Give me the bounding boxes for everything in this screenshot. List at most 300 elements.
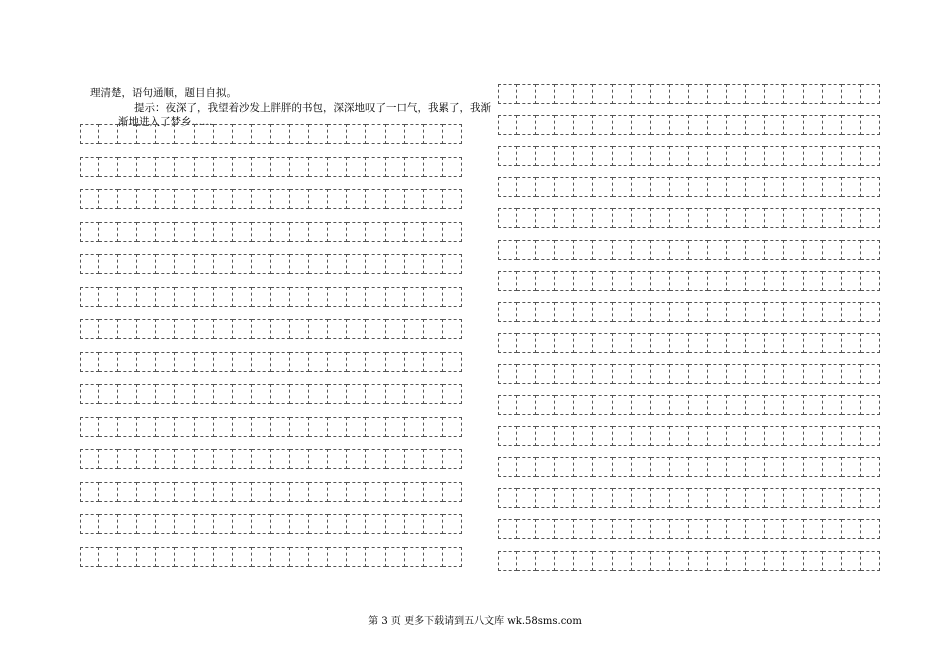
grid-cell [689, 177, 708, 197]
grid-cell [366, 319, 385, 339]
grid-cell [175, 254, 194, 274]
grid-cell [632, 333, 651, 353]
grid-cell [252, 352, 271, 372]
grid-cell [784, 177, 803, 197]
grid-cell [632, 426, 651, 446]
grid-cell [290, 189, 309, 209]
grid-cell [517, 208, 536, 228]
grid-cell [498, 364, 517, 384]
grid-cell [632, 84, 651, 104]
grid-cell [536, 364, 555, 384]
grid-cell [823, 333, 842, 353]
grid-cell [214, 254, 233, 274]
grid-cell [99, 157, 118, 177]
grid-cell [784, 364, 803, 384]
grid-cell [156, 287, 175, 307]
grid-cell [765, 488, 784, 508]
grid-cell [651, 426, 670, 446]
grid-cell [651, 519, 670, 539]
grid-cell [443, 124, 462, 144]
grid-cell [670, 146, 689, 166]
grid-row [498, 364, 880, 384]
grid-cell [498, 240, 517, 260]
grid-cell [424, 547, 443, 567]
grid-cell [214, 547, 233, 567]
grid-cell [80, 254, 99, 274]
grid-cell [328, 547, 347, 567]
grid-cell [99, 514, 118, 534]
grid-cell [613, 208, 632, 228]
grid-cell [386, 352, 405, 372]
grid-cell [498, 488, 517, 508]
grid-cell [574, 333, 593, 353]
grid-cell [651, 302, 670, 322]
grid-cell [689, 115, 708, 135]
grid-cell [233, 319, 252, 339]
grid-cell [424, 222, 443, 242]
grid-cell [386, 514, 405, 534]
grid-cell [765, 115, 784, 135]
grid-cell [613, 551, 632, 571]
grid-cell [784, 551, 803, 571]
grid-cell [175, 287, 194, 307]
grid-cell [443, 482, 462, 502]
grid-cell [689, 551, 708, 571]
hint-line: 提示：夜深了，我望着沙发上胖胖的书包，深深地叹了一口气，我累了，我渐 [134, 102, 491, 114]
grid-cell [290, 547, 309, 567]
grid-cell [784, 115, 803, 135]
grid-cell [784, 488, 803, 508]
grid-cell [309, 157, 328, 177]
grid-cell [175, 482, 194, 502]
grid-cell [651, 208, 670, 228]
grid-cell [517, 302, 536, 322]
grid-cell [214, 124, 233, 144]
grid-cell [536, 488, 555, 508]
grid-cell [80, 514, 99, 534]
grid-cell [80, 482, 99, 502]
grid-cell [632, 551, 651, 571]
grid-cell [765, 146, 784, 166]
grid-cell [309, 352, 328, 372]
grid-cell [118, 449, 137, 469]
grid-cell [195, 319, 214, 339]
grid-cell [347, 287, 366, 307]
grid-cell [137, 547, 156, 567]
grid-cell [823, 519, 842, 539]
grid-cell [823, 240, 842, 260]
grid-row [498, 551, 880, 571]
grid-cell [498, 395, 517, 415]
grid-cell [498, 84, 517, 104]
grid-cell [727, 395, 746, 415]
grid-cell [517, 84, 536, 104]
grid-cell [613, 271, 632, 291]
grid-cell [290, 254, 309, 274]
grid-cell [842, 177, 861, 197]
grid-cell [195, 384, 214, 404]
grid-cell [574, 271, 593, 291]
grid-cell [574, 115, 593, 135]
grid-cell [252, 417, 271, 437]
grid-cell [613, 146, 632, 166]
grid-row [80, 319, 462, 339]
grid-cell [233, 189, 252, 209]
grid-cell [861, 395, 880, 415]
grid-cell [309, 189, 328, 209]
grid-cell [175, 222, 194, 242]
instruction-line-1: 理清楚，语句通顺，题目自拟。 [90, 87, 237, 99]
grid-cell [651, 364, 670, 384]
grid-cell [137, 449, 156, 469]
grid-cell [443, 547, 462, 567]
grid-cell [347, 547, 366, 567]
grid-cell [99, 482, 118, 502]
grid-cell [574, 240, 593, 260]
grid-row [498, 271, 880, 291]
grid-row [498, 177, 880, 197]
grid-row [80, 417, 462, 437]
grid-cell [195, 514, 214, 534]
grid-cell [861, 208, 880, 228]
grid-cell [99, 319, 118, 339]
grid-cell [727, 426, 746, 446]
grid-cell [804, 426, 823, 446]
grid-cell [555, 240, 574, 260]
grid-cell [689, 84, 708, 104]
grid-cell [118, 157, 137, 177]
grid-cell [689, 457, 708, 477]
grid-cell [214, 319, 233, 339]
grid-cell [386, 222, 405, 242]
grid-cell [233, 417, 252, 437]
grid-cell [784, 240, 803, 260]
grid-cell [536, 271, 555, 291]
grid-cell [195, 547, 214, 567]
grid-cell [632, 302, 651, 322]
grid-cell [424, 384, 443, 404]
grid-cell [823, 177, 842, 197]
grid-cell [252, 287, 271, 307]
grid-cell [252, 254, 271, 274]
grid-cell [328, 157, 347, 177]
grid-cell [347, 254, 366, 274]
grid-cell [536, 146, 555, 166]
grid-cell [233, 514, 252, 534]
grid-cell [746, 271, 765, 291]
grid-cell [309, 547, 328, 567]
grid-cell [498, 302, 517, 322]
grid-cell [328, 319, 347, 339]
grid-cell [99, 384, 118, 404]
grid-cell [842, 302, 861, 322]
grid-cell [214, 417, 233, 437]
grid-cell [405, 254, 424, 274]
grid-cell [233, 222, 252, 242]
grid-cell [689, 302, 708, 322]
grid-cell [347, 222, 366, 242]
grid-cell [593, 208, 612, 228]
grid-cell [347, 449, 366, 469]
grid-cell [689, 488, 708, 508]
grid-cell [670, 302, 689, 322]
grid-cell [366, 352, 385, 372]
grid-cell [784, 395, 803, 415]
grid-cell [424, 319, 443, 339]
grid-cell [784, 302, 803, 322]
grid-cell [861, 271, 880, 291]
grid-cell [175, 189, 194, 209]
grid-cell [443, 189, 462, 209]
grid-cell [536, 519, 555, 539]
grid-cell [727, 177, 746, 197]
grid-cell [80, 189, 99, 209]
grid-cell [708, 271, 727, 291]
grid-cell [842, 395, 861, 415]
grid-cell [842, 364, 861, 384]
grid-row [80, 482, 462, 502]
grid-cell [651, 146, 670, 166]
grid-cell [290, 287, 309, 307]
grid-cell [405, 417, 424, 437]
grid-cell [842, 208, 861, 228]
grid-cell [309, 482, 328, 502]
grid-cell [593, 271, 612, 291]
grid-cell [405, 222, 424, 242]
grid-cell [574, 364, 593, 384]
grid-cell [574, 551, 593, 571]
grid-cell [555, 115, 574, 135]
grid-cell [536, 551, 555, 571]
grid-cell [498, 115, 517, 135]
grid-cell [804, 519, 823, 539]
grid-cell [536, 333, 555, 353]
grid-cell [405, 157, 424, 177]
grid-cell [290, 157, 309, 177]
grid-cell [137, 124, 156, 144]
grid-cell [613, 333, 632, 353]
grid-cell [233, 157, 252, 177]
grid-cell [252, 449, 271, 469]
grid-cell [593, 146, 612, 166]
grid-cell [804, 364, 823, 384]
grid-cell [727, 271, 746, 291]
grid-cell [137, 254, 156, 274]
grid-cell [118, 222, 137, 242]
grid-cell [443, 222, 462, 242]
grid-cell [746, 488, 765, 508]
grid-cell [498, 208, 517, 228]
grid-row [498, 333, 880, 353]
grid-row [498, 395, 880, 415]
grid-cell [555, 146, 574, 166]
grid-cell [670, 84, 689, 104]
grid-cell [651, 115, 670, 135]
grid-cell [99, 547, 118, 567]
grid-cell [156, 222, 175, 242]
grid-cell [405, 124, 424, 144]
grid-cell [784, 457, 803, 477]
grid-cell [328, 384, 347, 404]
grid-cell [823, 364, 842, 384]
grid-cell [823, 551, 842, 571]
grid-cell [574, 302, 593, 322]
grid-cell [175, 547, 194, 567]
grid-cell [593, 177, 612, 197]
grid-cell [80, 124, 99, 144]
grid-cell [861, 519, 880, 539]
grid-cell [366, 547, 385, 567]
grid-cell [765, 177, 784, 197]
grid-cell [708, 208, 727, 228]
grid-cell [536, 208, 555, 228]
grid-cell [328, 482, 347, 502]
grid-cell [651, 551, 670, 571]
grid-cell [366, 384, 385, 404]
grid-cell [861, 84, 880, 104]
grid-cell [443, 254, 462, 274]
grid-cell [290, 482, 309, 502]
grid-cell [555, 302, 574, 322]
grid-cell [708, 333, 727, 353]
grid-cell [271, 124, 290, 144]
grid-cell [727, 115, 746, 135]
grid-cell [842, 333, 861, 353]
grid-cell [99, 449, 118, 469]
grid-cell [252, 547, 271, 567]
grid-cell [118, 514, 137, 534]
grid-cell [670, 240, 689, 260]
grid-row [498, 146, 880, 166]
grid-cell [708, 115, 727, 135]
grid-cell [746, 551, 765, 571]
grid-cell [271, 189, 290, 209]
grid-cell [405, 514, 424, 534]
grid-cell [309, 417, 328, 437]
grid-cell [517, 177, 536, 197]
grid-cell [765, 551, 784, 571]
grid-cell [233, 254, 252, 274]
grid-cell [498, 551, 517, 571]
grid-cell [137, 222, 156, 242]
grid-cell [746, 208, 765, 228]
grid-cell [137, 189, 156, 209]
grid-cell [328, 189, 347, 209]
grid-cell [290, 514, 309, 534]
grid-cell [613, 364, 632, 384]
grid-cell [195, 482, 214, 502]
grid-cell [252, 189, 271, 209]
grid-cell [424, 189, 443, 209]
grid-cell [765, 302, 784, 322]
grid-row [498, 84, 880, 104]
grid-cell [727, 208, 746, 228]
grid-cell [632, 177, 651, 197]
grid-cell [861, 240, 880, 260]
grid-cell [632, 271, 651, 291]
grid-cell [727, 333, 746, 353]
grid-cell [804, 115, 823, 135]
grid-cell [347, 124, 366, 144]
grid-cell [536, 457, 555, 477]
grid-cell [842, 146, 861, 166]
grid-cell [708, 457, 727, 477]
grid-cell [195, 287, 214, 307]
grid-cell [252, 124, 271, 144]
grid-cell [517, 551, 536, 571]
grid-cell [632, 115, 651, 135]
grid-cell [613, 488, 632, 508]
grid-cell [823, 457, 842, 477]
grid-cell [214, 222, 233, 242]
grid-cell [708, 146, 727, 166]
grid-cell [689, 146, 708, 166]
grid-cell [574, 519, 593, 539]
grid-cell [593, 115, 612, 135]
grid-cell [727, 146, 746, 166]
grid-cell [708, 519, 727, 539]
grid-cell [386, 547, 405, 567]
grid-row [498, 208, 880, 228]
grid-cell [80, 547, 99, 567]
grid-cell [517, 426, 536, 446]
grid-cell [823, 395, 842, 415]
grid-cell [498, 457, 517, 477]
grid-cell [689, 426, 708, 446]
grid-cell [861, 302, 880, 322]
grid-cell [386, 287, 405, 307]
grid-cell [823, 208, 842, 228]
grid-cell [156, 319, 175, 339]
grid-cell [746, 240, 765, 260]
grid-cell [366, 254, 385, 274]
grid-cell [804, 488, 823, 508]
grid-cell [195, 254, 214, 274]
grid-cell [555, 426, 574, 446]
grid-cell [347, 417, 366, 437]
grid-cell [517, 395, 536, 415]
grid-cell [536, 302, 555, 322]
grid-cell [708, 177, 727, 197]
grid-cell [536, 240, 555, 260]
grid-cell [804, 177, 823, 197]
grid-cell [613, 115, 632, 135]
grid-cell [804, 551, 823, 571]
grid-cell [574, 395, 593, 415]
grid-cell [574, 426, 593, 446]
grid-cell [555, 457, 574, 477]
grid-cell [156, 254, 175, 274]
grid-cell [424, 157, 443, 177]
grid-cell [593, 551, 612, 571]
grid-cell [271, 514, 290, 534]
grid-cell [309, 287, 328, 307]
grid-cell [137, 157, 156, 177]
grid-cell [443, 449, 462, 469]
grid-cell [328, 514, 347, 534]
grid-cell [386, 124, 405, 144]
grid-row [498, 426, 880, 446]
grid-cell [118, 384, 137, 404]
grid-cell [861, 551, 880, 571]
grid-cell [746, 364, 765, 384]
grid-row [80, 384, 462, 404]
grid-cell [784, 208, 803, 228]
grid-cell [651, 271, 670, 291]
grid-cell [555, 208, 574, 228]
grid-cell [842, 115, 861, 135]
grid-cell [80, 287, 99, 307]
